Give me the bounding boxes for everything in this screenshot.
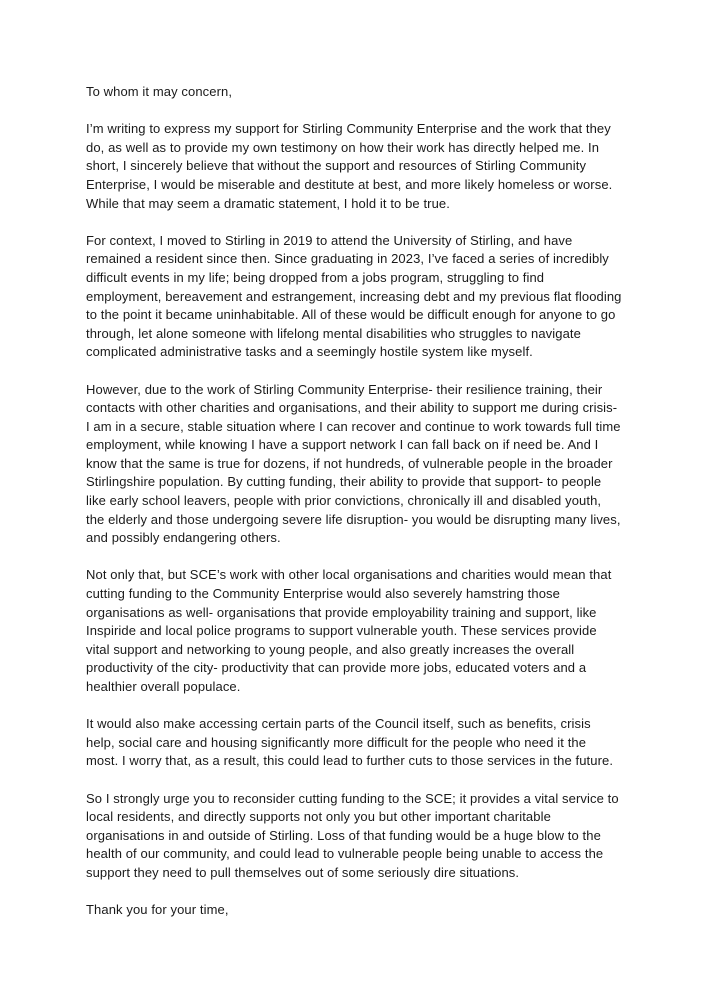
letter-paragraph: So I strongly urge you to reconsider cutting funding to the SCE; it provides a vital service to local residents, and directly supports not only you but other important charitable organisations in and outside of Stirling. Loss of that funding would be a huge blow to the health of our community, and could lead to vulnerable people being unable to access the support they need to pull themselves out of some seriously dire situations. <box>86 790 623 880</box>
letter-body <box>86 83 626 920</box>
letter-paragraph: I’m writing to express my support for Stirling Community Enterprise and the work that they do, as well as to provide my own testimony on how their work has directly helped me. In short, I sincerely believe that without the support and resources of Stirling Community Enterprise, I would be miserable and destitute at best, and more likely homeless or worse. While that may seem a dramatic statement, I hold it to be true. <box>86 121 617 211</box>
letter-closing: Thank you for your time, <box>86 902 229 918</box>
letter-paragraph: For context, I moved to Stirling in 2019 to attend the University of Stirling, and have remained a resident since then. Since graduating in 2023, I’ve faced a series of incredibly difficult events in my life; being dropped from a jobs program, struggling to find employment, bereavement and estrangement, increasing debt and my previous flat flooding to the point it became uninhabitable. All of these would be difficult enough for anyone to go through, let alone someone with lifelong mental disabilities who struggles to navigate complicated administrative tasks and a seemingly hostile system like myself. <box>86 232 626 360</box>
letter-paragraph: Not only that, but SCE’s work with other local organisations and charities would mean that cutting funding to the Community Enterprise would also severely hamstring those organisations as well- organisations that provide employability training and support, like Inspiride and local police programs to support vulnerable youth. These services provide vital support and networking to young people, and also greatly increases the overall productivity of the city- productivity that can provide more jobs, educated voters and a healthier overall populace. <box>86 567 616 694</box>
letter-paragraph: However, due to the work of Stirling Community Enterprise- their resilience training, their contacts with other charities and organisations, and their ability to support me during crisis- I am in a secure, stable situation where I can recover and continue to work towards full time employment, while knowing I have a support network I can fall back on if need be. And I know that the same is true for dozens, if not hundreds, of vulnerable people in the broader Stirlingshire population. By cutting funding, their ability to provide that support- to people like early school leavers, people with prior convictions, chronically ill and disabled youth, the elderly and those undergoing severe life disruption- you would be disrupting many lives, and possibly endangering others. <box>86 381 625 546</box>
letter-salutation: To whom it may concern, <box>86 84 233 99</box>
letter-paragraph: It would also make accessing certain parts of the Council itself, such as benefits, crisis help, social care and housing significantly more difficult for the people who need it the most. I worry that, as a result, this could lead to further cuts to those services in the future. <box>86 716 614 769</box>
